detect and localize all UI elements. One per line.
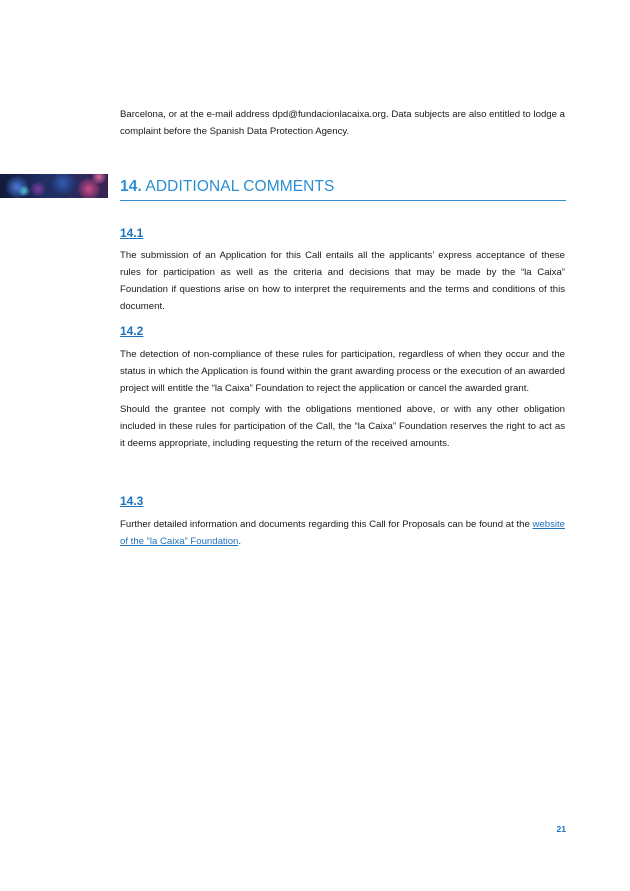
subsection-body-14-3 [120,516,565,550]
paragraph: The detection of non-compliance of these rules for participation, regardless of when they occur and the status in which the Application is found within the grant awarding process or the execution of an awarded project will entitle the “la Caixa” Foundation to reject the application or cancel the awarded grant. [120,349,565,394]
subsection-heading-14-2: 14.2 [120,324,144,338]
paragraph [120,516,565,550]
paragraph-text: Further detailed information and documents regarding this Call for Proposals can be found at the [120,519,533,530]
subsection-heading-14-3: 14.3 [120,494,144,508]
section-heading [120,176,566,201]
paragraph: Should the grantee not comply with the obligations mentioned above, or with any other obligation included in these rules for participation of the Call, the “la Caixa” Foundation reserves the right to act as it deems appropriate, including requesting the return of the received amounts. [120,404,565,449]
subsection-body-14-2 [120,346,565,452]
paragraph: The submission of an Application for this Call entails all the applicants’ express acceptance of these rules for participation as well as the criteria and decisions that may be made by the “la Caixa” Foundation if questions arise on how to interpret the requirements and the terms and conditions of this document. [120,250,565,312]
page-number: 21 [556,824,566,834]
section-title: ADDITIONAL COMMENTS [145,178,335,195]
foundation-website-link[interactable]: website of the “la Caixa” Foundation [120,519,565,547]
subsection-body-14-1 [120,247,565,315]
section-number: 14. [120,178,142,195]
subsection-heading-14-1: 14.1 [120,226,144,240]
paragraph-text-end: . [238,536,242,547]
intro-paragraph-block [120,106,565,140]
section-banner-image [0,174,108,198]
intro-paragraph: Barcelona, or at the e-mail address dpd@fundacionlacaixa.org. Data subjects are also entitled to lodge a complaint before the Spanish Data Protection Agency. [120,109,565,137]
